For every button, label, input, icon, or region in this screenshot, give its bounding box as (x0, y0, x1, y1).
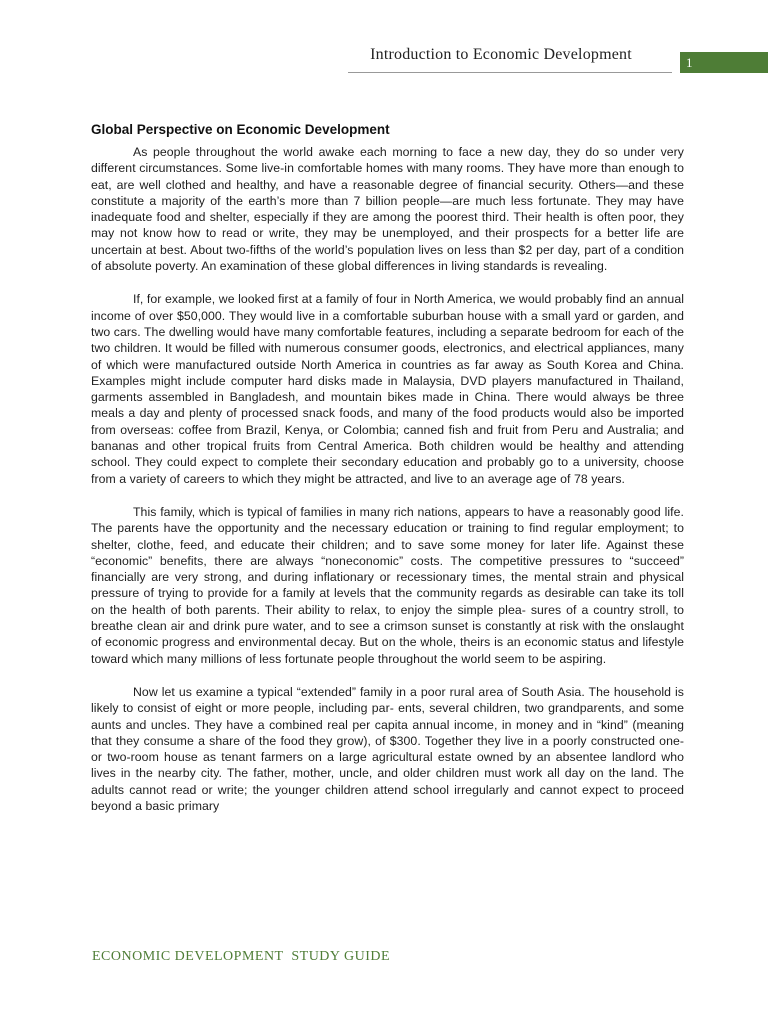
page-number-badge: 1 (680, 52, 768, 73)
paragraph-1: As people throughout the world awake each morning to face a new day, they do so under very different circumstances. Some live-in comfortable homes with many rooms. They have more than enough to eat, are well clothed and healthy, and have a reasonable degree of financial security. Others—and these constitute a majority of the earth’s more than 7 billion people—are much less fortunate. They may have inadequate food and shelter, especially if they are among the poorest third. Their health is often poor, they may not know how to read or write, they may be unemployed, and their prospects for a better life are uncertain at best. About two-fifths of the world’s population lives on less than $2 per day, part of a condition of absolute poverty. An examination of these global differences in living standards is revealing. (91, 145, 684, 274)
running-header-title: Introduction to Economic Development (370, 46, 632, 63)
header-divider (348, 72, 672, 73)
section-heading: Global Perspective on Economic Development (91, 122, 390, 137)
running-footer-title: ECONOMIC DEVELOPMENT STUDY GUIDE (92, 949, 391, 964)
paragraph-4: Now let us examine a typical “extended” family in a poor rural area of South Asia. The household is likely to consist of eight or more people, including par- ents, several children, two grandparents, and some aunts and uncles. They have a combined real per capita annual income, in money and in “kind” (meaning that they consume a share of the food they grow), of $300. Together they live in a poorly constructed one- or two-room house as tenant farmers on a large agricultural estate owned by an absentee landlord who lives in the nearby city. The father, mother, uncle, and older children must work all day on the land. The adults cannot read or write; the younger children attend school irregularly and cannot expect to proceed beyond a basic primary (91, 684, 684, 813)
paragraph-3: This family, which is typical of families in many rich nations, appears to have a reasonably good life. The parents have the opportunity and the necessary education or training to find regular employment; to shelter, clothe, feed, and educate their children; and to save some money for later life. Against these “economic” benefits, there are always “noneconomic” costs. The competitive pressures to “succeed” financially are very strong, and during inflationary or recessionary times, the mental strain and physical pressure of trying to provide for a family at levels that the community regards as desirable can take its toll on the health of both parents. Their ability to relax, to enjoy the simple plea- sures of a country stroll, to breathe clean air and drink pure water, and to see a crimson sunset is constantly at risk with the onslaught of economic progress and environmental decay. But on the whole, theirs is an economic status and lifestyle toward which many millions of less fortunate people throughout the world seem to be aspiring. (91, 504, 684, 666)
main-content (91, 121, 684, 831)
paragraph-2: If, for example, we looked first at a family of four in North America, we would probably find an annual income of over $50,000. They would live in a comfortable suburban house with a small yard or garden, and two cars. The dwelling would have many comfortable features, including a separate bedroom for each of the two children. It would be filled with numerous consumer goods, electronics, and electrical appliances, many of which were manufactured outside North America in countries as far away as South Korea and China. Examples might include computer hard disks made in Malaysia, DVD players manufactured in Thailand, garments assembled in Bangladesh, and mountain bikes made in China. There would always be three meals a day and plenty of processed snack foods, and many of the food products would also be imported from overseas: coffee from Brazil, Kenya, or Colombia; canned fish and fruit from Peru and Australia; and bananas and other tropical fruits from Central America. Both children would be healthy and attending school. They could expect to complete their secondary education and probably go to a university, choose from a variety of careers to which they might be attracted, and live to an average age of 78 years. (91, 292, 684, 486)
